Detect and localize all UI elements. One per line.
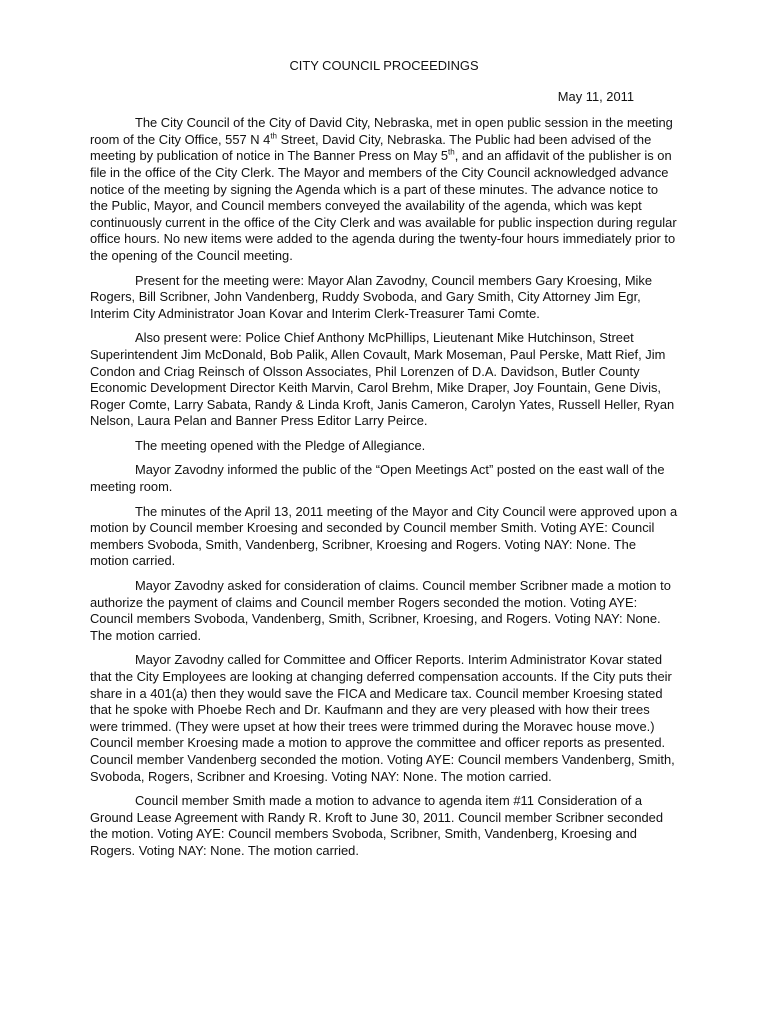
document-title: CITY COUNCIL PROCEEDINGS — [289, 58, 479, 73]
paragraph-pledge: The meeting opened with the Pledge of Allegiance. — [135, 437, 426, 453]
document-date: May 11, 2011 — [557, 88, 634, 104]
paragraph-minutes: The minutes of the April 13, 2011 meeting of the Mayor and City Council were approved upon a motion by Council member Kroesing and seconded by Council member Smith. Voting AYE: Council members Svoboda, Smith, Vandenberg, Scribner, Kroesing and Rogers. Voting NAY: None. The motion carried. — [90, 503, 678, 569]
superscript-th-1: th — [270, 131, 277, 141]
paragraph-opening-part-b: Street, David City, Nebraska. The Public had been advised of the meeting by publication of notice in The Banner Press on May 5 — [90, 131, 652, 164]
paragraph-also-present: Also present were: Police Chief Anthony McPhillips, Lieutenant Mike Hutchinson, Street Superintendent Jim McDonald, Bob Palik, Allen Covault, Mark Moseman, Paul Perske, Matt Rief, Jim Condon and Criag Reinsch of Olsson Associates, Phil Lorenzen of D.A. Davidson, Butler County Economic Development Director Keith Marvin, Carol Brehm, Mike Draper, Joy Fountain, Gene Divis, Roger Comte, Larry Sabata, Randy & Linda Kroft, Janis Cameron, Carolyn Yates, Russell Heller, Ryan Nelson, Laura Pelan and Banner Press Editor Larry Peirce. — [90, 330, 675, 429]
paragraph-claims: Mayor Zavodny asked for consideration of claims. Council member Scribner made a motion to authorize the payment of claims and Council member Rogers seconded the motion. Voting AYE: Council members Svoboda, Vandenberg, Smith, Scribner, Kroesing, and Rogers. Voting NAY: None. The motion carried. — [90, 578, 671, 643]
superscript-th-2: th — [448, 148, 455, 158]
paragraph-advance-agenda: Council member Smith made a motion to advance to agenda item #11 Consideration of a Ground Lease Agreement with Randy R. Kroft to June 30, 2011. Council member Scribner seconded the motion. Voting AYE: Council members Svoboda, Scribner, Smith, Vandenberg, Kroesing and Rogers. Voting NAY: None. The motion carried. — [90, 793, 663, 858]
paragraph-opening — [90, 115, 678, 264]
paragraph-opening-part-c: , and an affidavit of the publisher is on file in the office of the City Clerk. The Mayor and members of the City Council acknowledged advance notice of the meeting by signing the Agenda which is a part of these minutes. The advance notice to the Public, Mayor, and Council members conveyed the availability of the agenda, which was kept continuously current in the office of the City Clerk and was available for public inspection during regular office hours. No new items were added to the agenda during the twenty-four hours immediately prior to the opening of the Council meeting. — [90, 148, 677, 263]
paragraph-open-meetings: Mayor Zavodny informed the public of the “Open Meetings Act” posted on the east wall of the meeting room. — [90, 462, 665, 495]
paragraph-reports: Mayor Zavodny called for Committee and Officer Reports. Interim Administrator Kovar stated that the City Employees are looking at changing deferred compensation accounts. If the City puts their share in a 401(a) then they would save the FICA and Medicare tax. Council member Kroesing stated that he spoke with Phoebe Rech and Dr. Kaufmann and they are very pleased with how their trees were trimmed. (They were upset at how their trees were trimmed during the Moravec house move.) Council member Kroesing made a motion to approve the committee and officer reports as presented. Council member Vandenberg seconded the motion. Voting AYE: Council members Vandenberg, Smith, Svoboda, Rogers, Scribner and Kroesing. Voting NAY: None. The motion carried. — [90, 652, 675, 784]
paragraph-opening-part-a: The City Council of the City of David City, Nebraska, met in open public session in the meeting room of the City Office, 557 N 4 — [90, 115, 673, 147]
document-page — [90, 58, 678, 868]
paragraph-present: Present for the meeting were: Mayor Alan Zavodny, Council members Gary Kroesing, Mike Rogers, Bill Scribner, John Vandenberg, Ruddy Svoboda, and Gary Smith, City Attorney Jim Egr, Interim City Administrator Joan Kovar and Interim Clerk-Treasurer Tami Comte. — [90, 272, 653, 321]
